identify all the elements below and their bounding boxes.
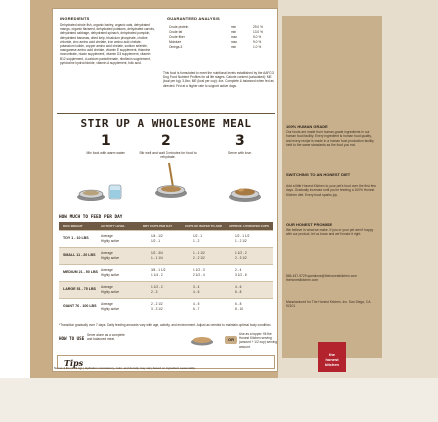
ingredients-text: Dehydrated whole fish, organic barley, organic oats, dehydrated mango, organic flaxseed, dehydrated potatoes, dehydrated carrots, dehydrated cabbage, dehydrated spinach, dehydrated pumpkin, dehydrated bananas, dried kelp, tricalcium phosphate, choline chloride, zinc amino acid chelate, iron amino acid chelate, potassium iodide, copper amino acid chelate, sodium selenite, manganese amino acid chelate, vitamin E supplement, thiamine mononitrate, niacin supplement, vitamin D3 supplement, vitamin B12 supplement, d-calcium pantothenate, riboflavin supplement, pyridoxine hydrochloride, vitamin A supplement, folic acid. — [60, 23, 155, 65]
side-text-promise: We believe in what we make. If you or your pet aren't happy with our product, let us know and we'll make it right. — [286, 228, 374, 237]
table-header-cell: CUPS OF WATER TO ADD — [185, 224, 222, 228]
side-heading-human-grade: 100% HUMAN GRADE — [286, 124, 328, 129]
ga-note: This food is formulated to meet the nutritional levels established by the AAFCO Dog Food Nutrient Profiles for all life stages. Calorie content (calculated): ME (kcal per kg): 3,8xx; ME (kcal per cup): 4xx. Complete & balanced when fed as directed. Fed at a higher rate to support active dogs. — [163, 71, 275, 88]
stir-title: STIR UP A WHOLESOME MEAL — [80, 117, 252, 130]
step-2-bowl-icon — [147, 159, 197, 203]
table-row: SMALL 11 - 20 LBS Average Highly active 1/2 - 3/4 1 - 1 1/4 1 - 1 1/2 2 - 2 1/2 1 1/2 - 2 2 - 3 1/2 — [59, 247, 273, 265]
step-3-text: Serve with love. — [228, 151, 252, 155]
step-3-number: 3 — [235, 133, 245, 149]
bowl-illustration-icon — [187, 333, 217, 347]
bottom-band — [0, 378, 438, 422]
feeding-footnote: *Transition gradually over 7 days. Daily feeding amounts vary with age, activity, and environment. Adjust as needed to maintain optimal body condition. — [59, 323, 272, 327]
table-row: GIANT 76 - 100 LBS Average Highly active 2 - 2 1/2 3 - 3 1/2 4 - 5 6 - 7 6 - 8 8 - 10 — [59, 298, 273, 316]
ga-row: Omega-3 min 1.0 % — [169, 45, 262, 49]
honest-kitchen-logo: the honest kitchen — [318, 342, 346, 372]
table-row: LARGE 51 - 75 LBS Average Highly active 1 1/2 - 2 2 - 3 3 - 4 4 - 6 4 - 6 6 - 8 — [59, 281, 273, 299]
side-text-human-grade: Our foods are made from human-grade ingredients in our human food facility. Every ingredient is human food quality, and every recipe is made in a human food production facility held to the same standards as the food you eat. — [286, 130, 374, 147]
table-header-cell: DOG WEIGHT — [63, 224, 83, 228]
ga-row: Moisture max 9.0 % — [169, 40, 262, 44]
table-row: MEDIUM 21 - 50 LBS Average Highly active 3/4 - 1 1/2 1 1/4 - 2 1 1/2 - 3 2 1/2 - 4 2 - 4 3 1/2 - 6 — [59, 264, 273, 282]
step-2-number: 2 — [161, 133, 171, 149]
step-1-text: Mix food with warm water. — [86, 151, 126, 155]
ga-row: Crude protein min 29.0 % — [169, 25, 263, 29]
contact-info: 866-437-9729 questions@thehonestkitchen.com thehonestkitchen.com — [286, 274, 357, 283]
how-to-use-title: HOW TO USE — [59, 336, 85, 341]
ga-title: GUARANTEED ANALYSIS — [167, 16, 220, 21]
side-heading-switching: SWITCHING TO AN HONEST DIET — [286, 172, 351, 177]
ga-row: Crude fiber max 5.0 % — [169, 35, 262, 39]
or-badge: OR — [225, 336, 237, 344]
ga-row: Crude fat min 13.0 % — [169, 30, 263, 34]
how-to-use-option-a: Serve alone as a complete and balanced meal. — [87, 333, 125, 342]
side-heading-promise: OUR HONEST PROMISE — [286, 222, 333, 227]
step-1-number: 1 — [101, 133, 111, 149]
ingredients-title: INGREDIENTS — [60, 16, 90, 21]
section-divider — [57, 113, 275, 114]
net-weight: Net wt 4 lbs (1.81 kg) | Hydration consistency, color, and density may vary based on ingredient seasonality. — [54, 366, 196, 370]
how-much-title: HOW MUCH TO FEED PER DAY — [59, 215, 123, 220]
how-to-use-option-b: Use as a topper: fill the Honest Kitchen serving (amount + 1/2 cup) serving amount. — [239, 332, 278, 349]
table-header-cell: DRY CUPS PER DAY — [143, 224, 173, 228]
ingredients-box — [57, 13, 157, 95]
manufacturer-info: Manufactured for The Honest Kitchen, Inc. San Diego, CA 92101 — [286, 300, 371, 309]
step-3-bowl-icon — [221, 175, 271, 205]
back-label-panel — [52, 8, 278, 372]
table-row: TOY 1 - 10 LBS Average Highly active 1/4 - 1/2 1/2 - 1 1/2 - 1 1 - 2 1/2 - 1 1/2 1 - 2 1/2 — [59, 230, 273, 248]
step-1-bowl-icon — [73, 179, 133, 205]
step-2-text: Stir well and wait 3 minutes for food to rehydrate. — [139, 151, 197, 160]
table-header-cell: ACTIVITY LEVEL — [101, 224, 126, 228]
side-text-switching: Add a little Honest Kitchen to your pet's food over the first few days. Gradually increase until you're feeding a 100% Honest Kitchen diet. Every bowl sparks joy. — [286, 184, 376, 197]
table-header-cell: APPROX. HYDRATED CUPS — [229, 224, 269, 228]
guaranteed-analysis-box — [163, 13, 275, 69]
feeding-table-header — [59, 222, 273, 230]
tips-label: Tips — [64, 358, 84, 368]
